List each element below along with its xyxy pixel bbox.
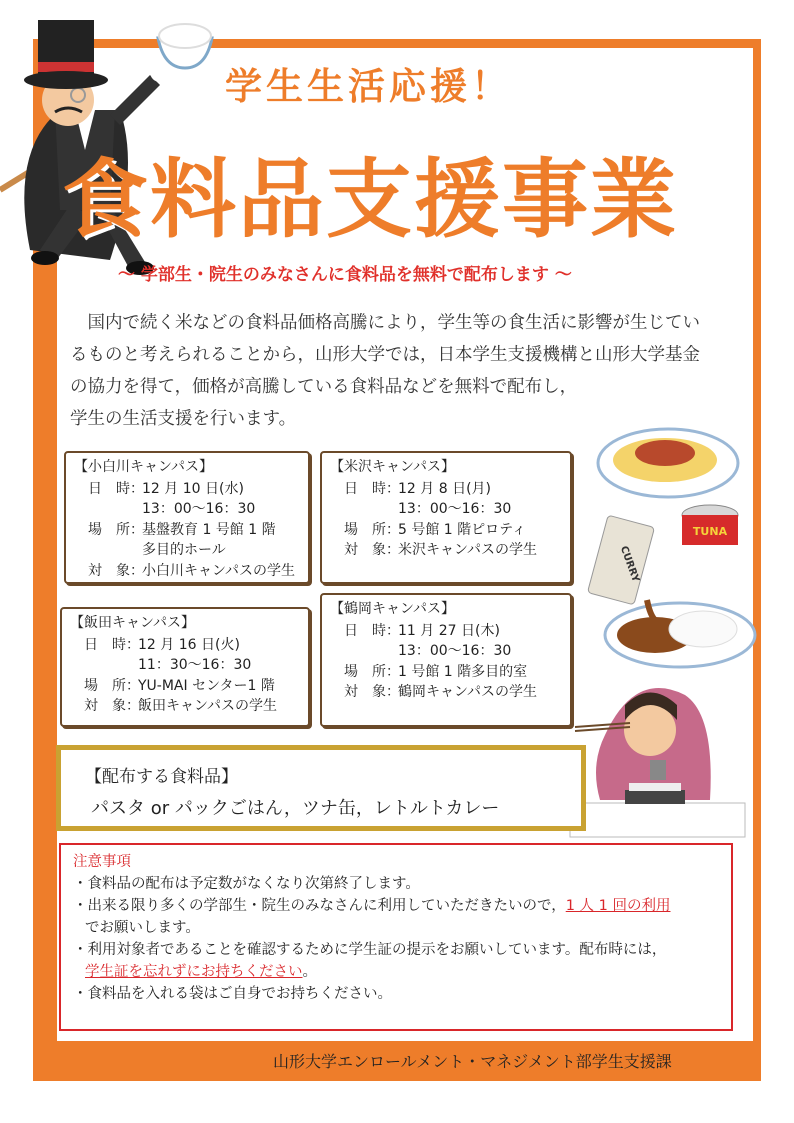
note-continuation [73,961,719,983]
tuna-label: TUNA [692,525,728,538]
campus-target: 小白川キャンパスの学生 [142,562,296,579]
place-label: 場 所： [344,663,400,680]
campus-name: 【米沢キャンパス】 [330,459,456,475]
target-label: 対 象： [344,542,400,558]
note-emphasis: 1 人 1 回の利用 [565,898,671,914]
campus-place-detail: 多目的ホール [142,542,226,558]
date-label: 日 時： [344,622,400,639]
food-heading: 【配布する食料品】 [85,767,238,787]
note-item: ・食料品の配布は予定数がなくなり次第終了します。 [73,876,420,892]
intro-line: るものと考えられることから，山形大学では，日本学生支援機構と山形大学基金 [70,345,700,365]
intro-line: 国内で続く米などの食料品価格高騰により，学生等の食生活に影響が生じてい [70,313,700,333]
campus-place: YU-MAI センター1 階 [138,677,275,694]
target-label: 対 象： [344,684,400,700]
campus-place: 1 号館 1 階多目的室 [398,663,528,680]
food-items-box [56,745,586,831]
campus-time: 13：00～16：30 [398,501,512,517]
campus-date: 12 月 10 日(水) [142,480,244,497]
place-label: 場 所： [84,677,140,694]
place-label: 場 所： [88,521,144,538]
campus-target: 米沢キャンパスの学生 [398,542,538,558]
campus-time: 13：00～16：30 [142,501,256,517]
note-item: ・食料品を入れる袋はご自身でお持ちください。 [73,986,392,1002]
curry-label: CURRY [617,544,641,584]
food-illustration [585,415,760,690]
campus-date: 11 月 27 日(木) [398,622,500,639]
campus-place: 5 号館 1 階ピロティ [398,521,527,538]
campus-place: 基盤教育 1 号館 1 階 [142,521,276,538]
target-label: 対 象： [84,698,140,714]
campus-target: 飯田キャンパスの学生 [138,698,278,714]
campus-name: 【飯田キャンパス】 [70,615,196,631]
note-continuation: でお願いします。 [85,920,200,936]
campus-box-kojirakawa [64,451,310,584]
page-title: 食料品支援事業 [62,150,678,250]
date-label: 日 時： [84,636,140,653]
campus-target: 鶴岡キャンパスの学生 [398,684,538,700]
note-text: ・出来る限り多くの学部生・院生のみなさんに利用していただきたいので， [73,898,566,914]
campus-box-tsuruoka [320,593,572,727]
place-label: 場 所： [344,521,400,538]
campus-time: 11：30～16：30 [138,657,252,673]
subtitle: ～ 学部生・院生のみなさんに食料品を無料で配布します ～ [118,265,572,285]
campus-date: 12 月 8 日(月) [398,480,491,497]
campus-time: 13：00～16：30 [398,643,512,659]
date-label: 日 時： [344,480,400,497]
notes-heading: 注意事項 [73,854,131,870]
target-label: 対 象： [88,562,144,579]
footer-department: 山形大学エンロールメント・マネジメント部学生支援課 [273,1052,672,1071]
note-text: 。 [302,964,317,980]
campus-date: 12 月 16 日(火) [138,636,240,653]
note-item: ・利用対象者であることを確認するために学生証の提示をお願いしています。配布時には， [73,942,667,958]
food-items: パスタ or パックごはん，ツナ缶，レトルトカレー [91,798,500,819]
notes-box [59,843,733,1031]
campus-name: 【鶴岡キャンパス】 [330,601,456,617]
date-label: 日 時： [88,480,144,497]
campus-box-yonezawa [320,451,572,584]
campus-box-iida [60,607,310,727]
note-item [73,895,719,917]
student-illustration [565,675,750,840]
note-emphasis: 学生証を忘れずにお持ちください [85,964,303,980]
headline: 学生生活応援！ [225,65,512,108]
campus-name: 【小白川キャンパス】 [74,459,214,475]
intro-line: の協力を得て，価格が高騰している食料品などを無料で配布し， [70,377,578,397]
intro-line: 学生の生活支援を行います。 [70,409,297,429]
